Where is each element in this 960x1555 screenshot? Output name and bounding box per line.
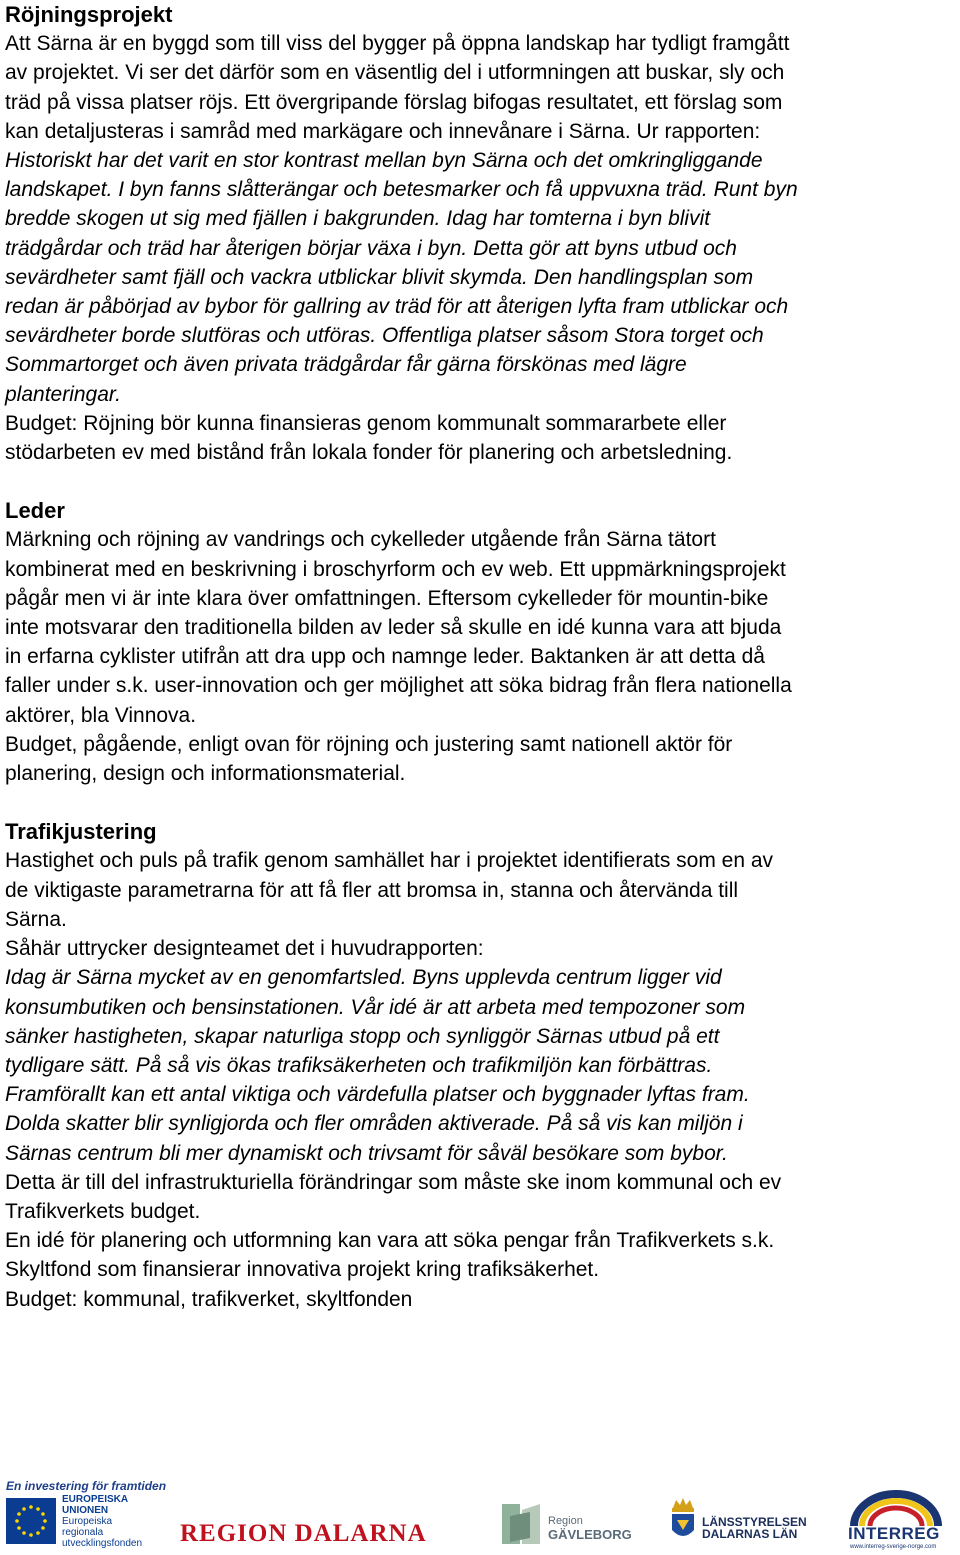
paragraph-line: En idé för planering och utformning kan vara att söka pengar från Trafikverkets s.k. [5, 1229, 775, 1253]
budget-line: stödarbeten ev med bistånd från lokala fonder för planering och arbetsledning. [5, 441, 733, 465]
quote-line: Framförallt kan ett antal viktiga och värdefulla platser och byggnader lyftas fram. [5, 1083, 750, 1107]
paragraph-line: in erfarna cyklister utifrån att dra upp och namnge leder. Baktanken är att detta då [5, 645, 765, 669]
paragraph-line: Trafikverkets budget. [5, 1199, 201, 1223]
paragraph-line: av projektet. Vi ser det därför som en väsentlig del i utformningen att buskar, sly och [5, 61, 785, 85]
gavleborg-mark-icon [500, 1502, 542, 1546]
section-title-trafik: Trafikjustering [5, 819, 157, 845]
quote-line: sevärdheter samt fjäll och vackra utblickar blivit skymda. Den handlingsplan som [5, 265, 754, 289]
paragraph-line: Att Särna är en byggd som till viss del bygger på öppna landskap har tydligt framgått [5, 32, 790, 56]
section-title-rojning: Röjningsprojekt [5, 2, 173, 27]
document-body [5, 0, 957, 1314]
paragraph-line: Hastighet och puls på trafik genom samhället har i projektet identifierats som en av [5, 849, 774, 873]
paragraph-line: planering, design och informationsmaterial. [5, 762, 406, 786]
paragraph-line: inte motsvarar den traditionella bilden av leder så skulle en idé kunna vara att bjuda [5, 616, 782, 640]
quote-line: redan är påbörjad av bybor för gallring av träd för att återigen lyfta fram utblickar och [5, 295, 789, 319]
footer-logos [0, 1476, 960, 1555]
quote-line: planteringar. [5, 382, 121, 406]
budget-line: Budget: Röjning bör kunna finansieras genom kommunalt sommararbete eller [5, 411, 727, 435]
paragraph-line: kombinerat med en beskrivning i broschyrform och ev web. Ett uppmärkningsprojekt [5, 557, 786, 581]
interreg-logo: INTERREG www.interreg-sverige-norge.com [842, 1490, 950, 1552]
quote-line: sänker hastigheten, skapar naturliga stopp och synliggör Särnas utbud på ett [5, 1024, 720, 1048]
paragraph-line: kan detaljusteras i samråd med markägare och innevånare i Särna. Ur rapporten: [5, 119, 761, 143]
quote-line: tydligare sätt. På så vis ökas trafiksäkerheten och trafikmiljön kan förbättras. [5, 1053, 713, 1077]
quote-line: sevärdheter borde slutföras och utföras. Offentliga platser såsom Stora torget och [5, 324, 764, 348]
paragraph-line: pågår men vi är inte klara över omfattningen. Eftersom cykelleder för mountin-bike [5, 586, 769, 610]
quote-line: bredde skogen ut sig med fjällen i bakgrunden. Idag har tomterna i byn blivit [5, 207, 711, 231]
paragraph-line: Budget, pågående, enligt ovan för röjning och justering samt nationell aktör för [5, 732, 733, 756]
quote-line: trädgårdar och träd har återigen börjar växa i byn. Detta gör att byns utbud och [5, 236, 737, 260]
lansstyrelsen-logo: LÄNSSTYRELSEN DALARNAS LÄN [668, 1494, 798, 1552]
paragraph-line: Detta är till del infrastrukturiella förändringar som måste ske inom kommunal och ev [5, 1170, 782, 1194]
quote-line: Sommartorget och även privata trädgårdar får gärna förskönas med lägre [5, 353, 687, 377]
region-gavleborg-logo: Region GÄVLEBORG [500, 1502, 610, 1550]
paragraph-line: Såhär uttrycker designteamet det i huvudrapporten: [5, 937, 484, 961]
paragraph-line: faller under s.k. user-innovation och ger möjlighet att söka bidrag från flera nationella [5, 674, 792, 698]
paragraph-line: aktörer, bla Vinnova. [5, 703, 197, 727]
quote-line: Idag är Särna mycket av en genomfartsled. Byns upplevda centrum ligger vid [5, 966, 722, 990]
paragraph-line: Skyltfond som finansierar innovativa projekt kring trafiksäkerhet. [5, 1258, 600, 1282]
paragraph-line: träd på vissa platser röjs. Ett övergripande förslag bifogas resultatet, ett förslag som [5, 90, 783, 114]
quote-line: Dolda skatter blir synligjorda och fler områden aktiverade. På så vis kan miljön i [5, 1112, 743, 1136]
quote-line: konsumbutiken och bensinstationen. Vår idé är att arbeta med tempozoner som [5, 995, 746, 1019]
budget-line: Budget: kommunal, trafikverket, skyltfonden [5, 1287, 413, 1311]
paragraph-line: Märkning och röjning av vandrings och cykelleder utgående från Särna tätort [5, 528, 716, 552]
section-title-leder: Leder [5, 498, 65, 524]
quote-line: Särnas centrum bli mer dynamiskt och trivsamt för såväl besökare som bybor. [5, 1141, 728, 1165]
eu-flag-icon [6, 1498, 56, 1544]
region-dalarna-logo: REGION DALARNA [180, 1520, 427, 1547]
crown-crest-icon [668, 1494, 698, 1546]
paragraph-line: de viktigaste parametrarna för att få fler att bromsa in, stanna och återvända till [5, 878, 739, 902]
quote-line: landskapet. I byn fanns slåtterängar och betesmarker och få uppvuxna träd. Runt byn [5, 178, 798, 202]
eu-tagline: En investering för framtiden [6, 1479, 167, 1493]
interreg-arc-icon [848, 1490, 944, 1528]
eu-text: EUROPEISKA UNIONEN Europeiska regionala utvecklingsfonden [62, 1494, 143, 1549]
quote-line: Historiskt har det varit en stor kontrast mellan byn Särna och det omkringliggande [5, 149, 763, 173]
paragraph-line: Särna. [5, 907, 67, 931]
